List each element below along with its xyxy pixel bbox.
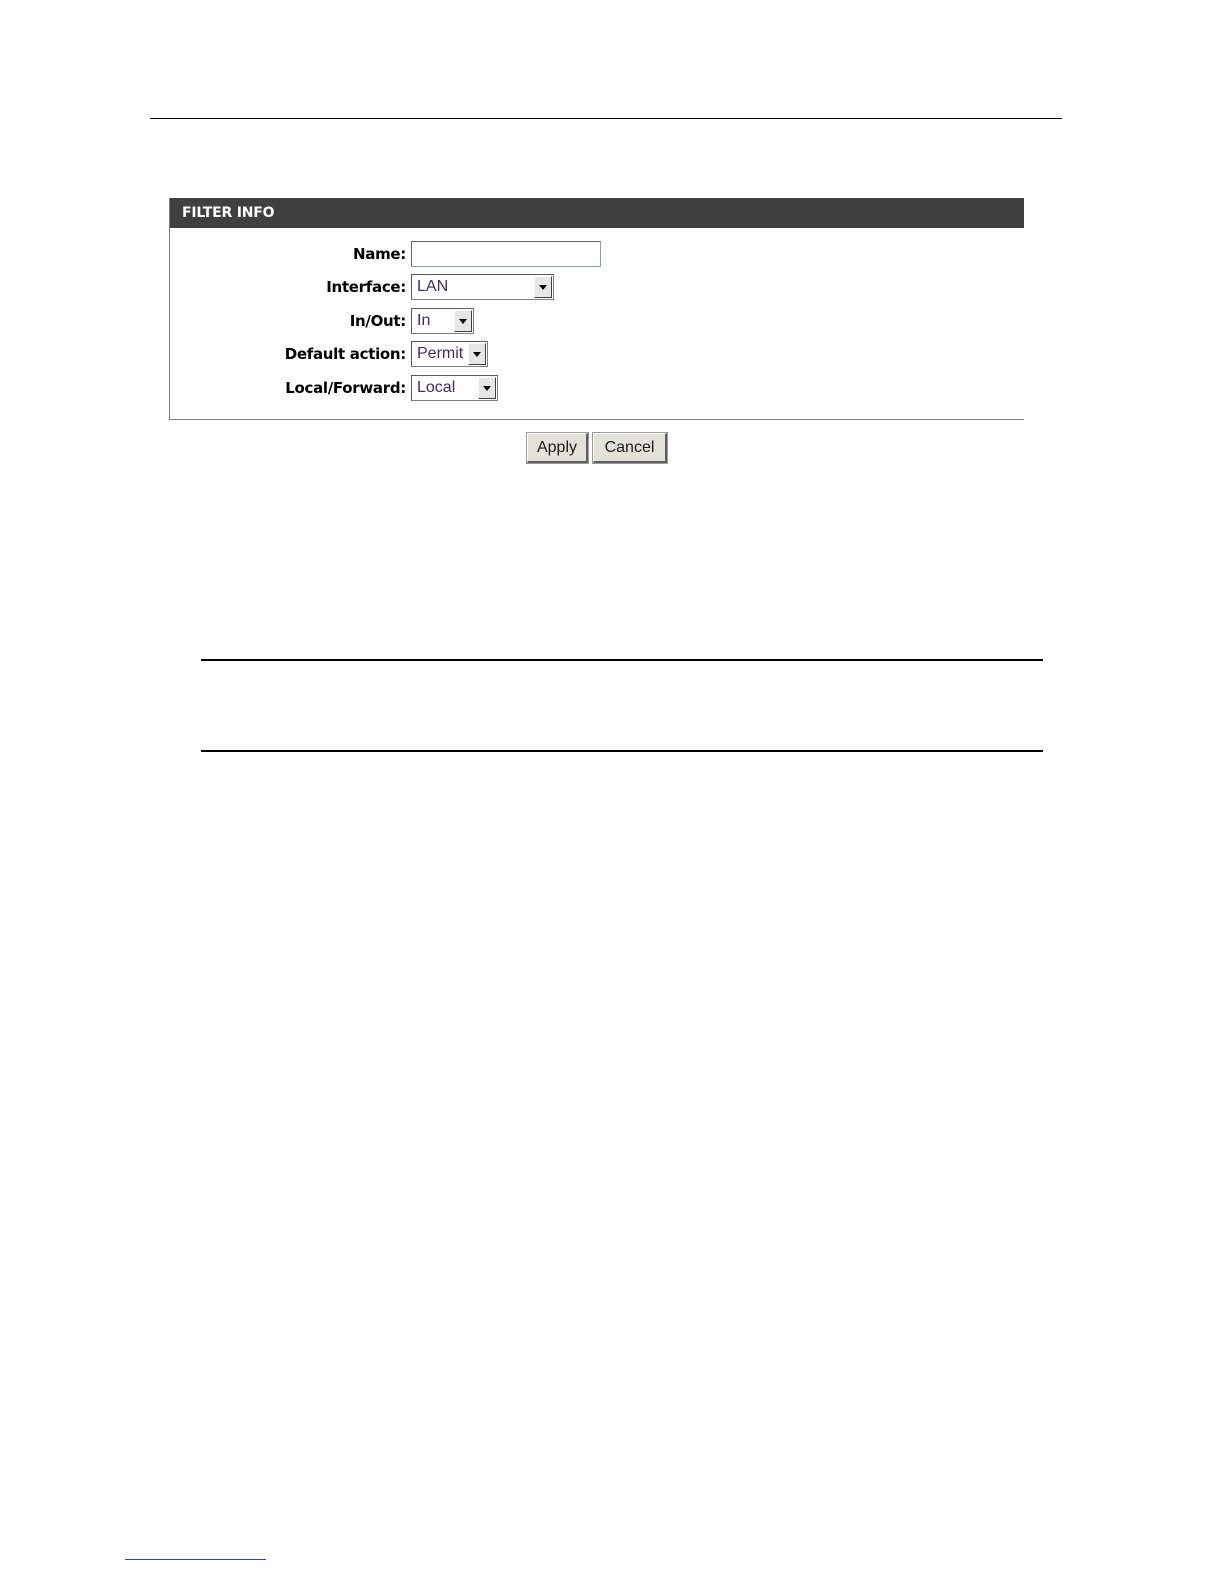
filter-info-panel bbox=[169, 198, 1024, 420]
local-forward-label: Local/Forward: bbox=[285, 379, 406, 397]
name-label: Name: bbox=[353, 245, 406, 263]
header-divider bbox=[150, 118, 1062, 119]
chevron-down-icon[interactable] bbox=[534, 276, 552, 298]
chevron-down-icon[interactable] bbox=[478, 377, 496, 399]
panel-title: FILTER INFO bbox=[170, 198, 1024, 228]
apply-button[interactable]: Apply bbox=[527, 433, 588, 463]
default-action-row bbox=[170, 341, 1024, 367]
note-divider-bottom bbox=[201, 750, 1043, 752]
chevron-down-icon[interactable] bbox=[454, 310, 472, 332]
in-out-select-value: In bbox=[417, 312, 431, 329]
default-action-label: Default action: bbox=[284, 345, 406, 363]
local-forward-select[interactable] bbox=[411, 375, 498, 401]
local-forward-select-value: Local bbox=[417, 379, 456, 396]
name-input[interactable] bbox=[411, 241, 601, 267]
in-out-row bbox=[170, 308, 1024, 334]
in-out-select[interactable] bbox=[411, 308, 474, 334]
cancel-button[interactable]: Cancel bbox=[593, 433, 667, 463]
interface-row bbox=[170, 274, 1024, 300]
in-out-label: In/Out: bbox=[349, 312, 406, 330]
chevron-down-icon[interactable] bbox=[468, 343, 486, 365]
interface-label: Interface: bbox=[326, 278, 406, 296]
footnote-divider bbox=[125, 1559, 266, 1560]
default-action-select-value: Permit bbox=[417, 345, 464, 362]
name-row bbox=[170, 241, 1024, 267]
note-divider-top bbox=[201, 659, 1043, 661]
interface-select-value: LAN bbox=[417, 278, 449, 295]
interface-select[interactable] bbox=[411, 274, 554, 300]
default-action-select[interactable] bbox=[411, 341, 488, 367]
local-forward-row bbox=[170, 375, 1024, 401]
